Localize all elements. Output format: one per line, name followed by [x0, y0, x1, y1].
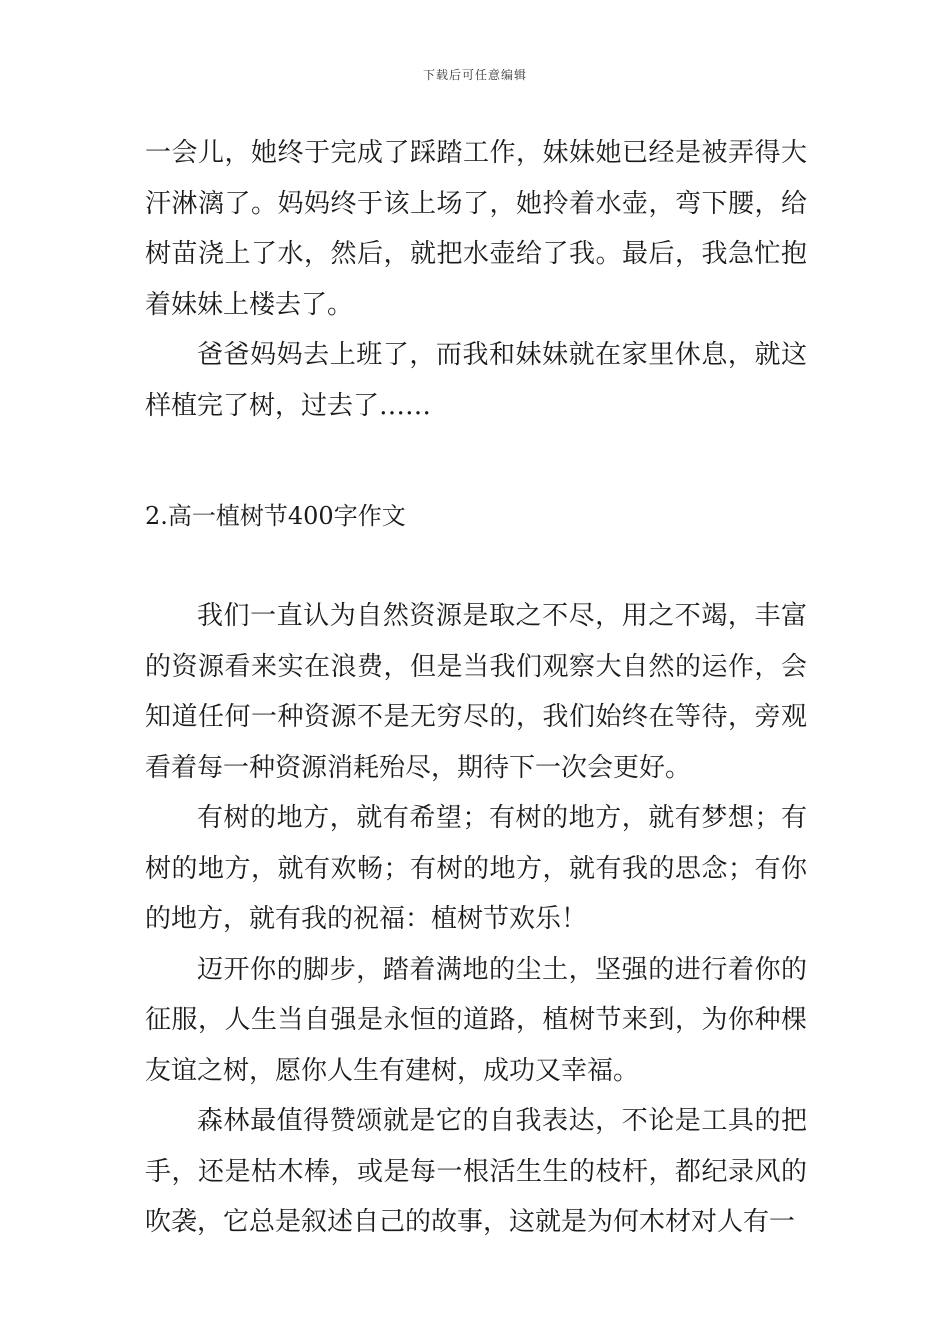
paragraph-3: 我们一直认为自然资源是取之不尽，用之不竭，丰富的资源看来实在浪费，但是当我们观察大自然的运作，会知道任何一种资源不是无穷尽的，我们始终在等待，旁观看着每一种资源消耗殆尽，期待下一次会更好。 — [145, 601, 807, 783]
paragraph-2: 爸爸妈妈去上班了，而我和妹妹就在家里休息，就这样植完了树，过去了…… — [145, 340, 807, 421]
paragraph-5: 迈开你的脚步，踏着满地的尘土，坚强的进行着你的征服，人生当自强是永恒的道路，植树节来到，为你种棵友谊之树，愿你人生有建树，成功又幸福。 — [145, 954, 807, 1086]
document-body — [145, 128, 807, 1248]
paragraph-6: 森林最值得赞颂就是它的自我表达，不论是工具的把手，还是枯木棒，或是每一根活生生的枝杆，都纪录风的吹袭，它总是叙述自己的故事，这就是为何木材对人有一 — [145, 1106, 807, 1237]
spacer — [145, 541, 807, 591]
header-note: 下载后可任意编辑 — [422, 68, 527, 82]
paragraph-4: 有树的地方，就有希望；有树的地方，就有梦想；有树的地方，就有欢畅；有树的地方，就有我的思念；有你的地方，就有我的祝福：植树节欢乐！ — [145, 803, 807, 934]
paragraph-1: 一会儿，她终于完成了踩踏工作，妹妹她已经是被弄得大汗淋漓了。妈妈终于该上场了，她拎着水壶，弯下腰，给树苗浇上了水，然后，就把水壶给了我。最后，我急忙抱着妹妹上楼去了。 — [145, 138, 807, 320]
section-title: 2.高一植树节400字作文 — [145, 502, 406, 530]
